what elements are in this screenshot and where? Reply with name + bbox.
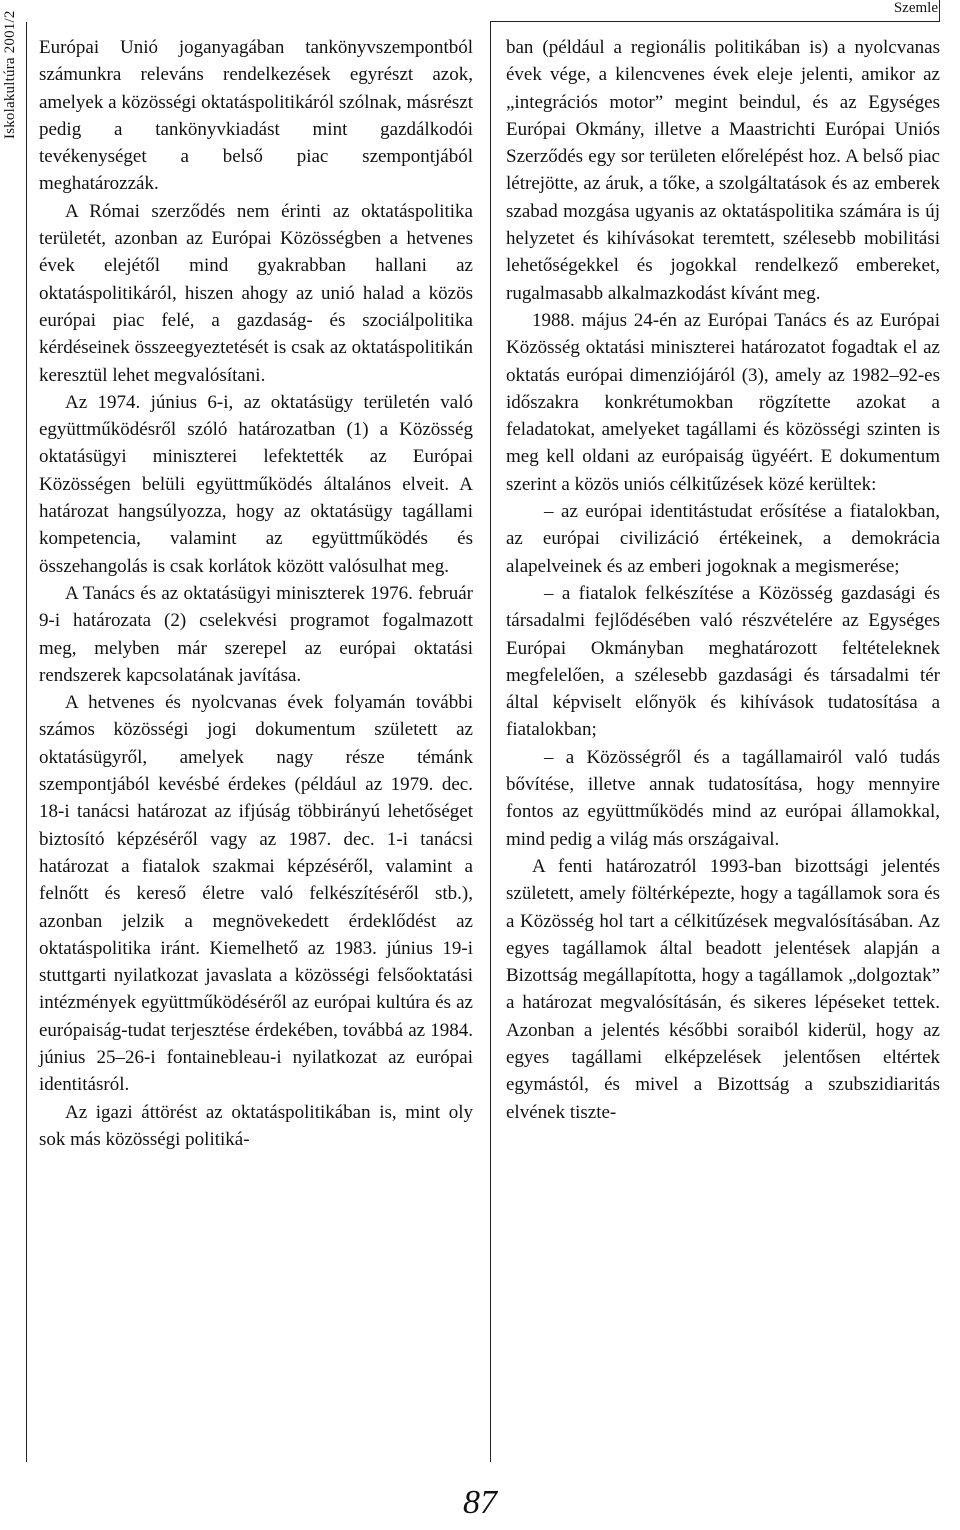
paragraph: 1988. május 24-én az Európai Tanács és az Európai Közösség oktatási miniszterei határozatot fogadtak el az oktatás európai dimenziójáról (3), amely az 1982–92-es időszakra konkrétumokban rögzítette azokat a feladatokat, amelyeket tagállami és közösségi szinten is meg kell oldani az európaiság ügyéért. E dokumentum szerint a közös uniós célkitűzések közé kerültek: [506, 309, 940, 495]
left-column [39, 34, 473, 1153]
right-column [506, 34, 940, 1126]
corner-rule [939, 0, 940, 22]
running-header-journal [0, 0, 26, 250]
paragraph: A Római szerződés nem érinti az oktatáspolitika területét, azonban az Európai Közösségben a hetvenes évek elejétől mind gyakrabban hallani az oktatáspolitikáról, hiszen ahogy az unió halad a közös európai piac felé, a gazdaság- és szociálpolitika kérdéseinek összeegyeztetését is csak az oktatáspolitikán keresztül lehet megvalósítani. [39, 200, 473, 386]
top-rule [490, 21, 940, 22]
paragraph: A Tanács és az oktatásügyi miniszterek 1976. február 9-i határozata (2) cselekvési programot fogalmazott meg, melyben már szerepel az európai oktatási rendszerek kapcsolatának javítása. [39, 582, 473, 686]
paragraph: Az 1974. június 6-i, az oktatásügy területén való együttműködésről szóló határozatban (1) a Közösség oktatásügyi miniszterei lefektették az Európai Közösségen belüli együttműködés általános elveit. A határozat hangsúlyozza, hogy az oktatásügy tagállami kompetencia, valamint az együttműködés és összehangolás is csak korlátok között valósulhat meg. [39, 391, 473, 577]
paragraph: Az igazi áttörést az oktatáspolitikában is, mint oly sok más közösségi politiká- [39, 1101, 473, 1150]
paragraph: A hetvenes és nyolcvanas évek folyamán további számos közösségi jogi dokumentum született az oktatásügyről, amelyek nagy része témánk szempontjából kevésbé érdekes (például az 1979. dec. 18-i tanácsi határozat az ifjúság többirányú lehetőséget biztosító képzéséről vagy az 1987. dec. 1-i tanácsi határozat a fiatalok szakmai képzéséről, valamint a felnőtt és kereső életre való felkészítéséről stb.), azonban jelzik a megnövekedett érdeklődést az oktatáspolitika iránt. Kiemelhető az 1983. június 19-i stuttgarti nyilatkozat javaslata a közösségi felsőoktatási intézmények együttműködéséről az európai kultúra és az európaiság-tudat terjesztése érdekében, továbbá az 1984. június 25–26-i fontainebleau-i nyilatkozat az európai identitásról. [39, 692, 473, 1096]
list-item: – az európai identitástudat erősítése a fiatalokban, az európai civilizáció értékeinek, a demokrácia alapelveinek és az emberi jogoknak a megismerése; [506, 501, 940, 577]
journal-title: Iskolakultúra 2001/2 [2, 10, 18, 139]
left-rule [26, 22, 27, 1462]
paragraph: Európai Unió joganyagában tankönyvszempontból számunkra releváns rendelkezések egyrészt azok, amelyek a közösségi oktatáspolitikáról szólnak, másrészt pedig a tankönyvkiadást mint gazdálkodói tevékenységet a belső piac szempontjából meghatározzák. [39, 37, 473, 195]
section-label: Szemle [890, 0, 938, 17]
paragraph: A fenti határozatról 1993-ban bizottsági jelentés született, amely föltérképezte, hogy a tagállamok sora és a Közösség hol tart a célkitűzések megvalósításában. Az egyes tagállamok által beadott jelentések alapján a Bizottság megállapította, hogy a tagállamok „dolgoztak” a határozat megvalósításán, és sikeres lépéseket tettek. Azonban a jelentés későbbi soraiból kiderül, hogy az egyes tagállami elképzelések jelentősen eltértek egymástól, és mivel a Bizottság a szubszidiaritás elvének tiszte- [506, 855, 940, 1123]
paragraph: ban (például a regionális politikában is) a nyolcvanas évek vége, a kilencvenes évek eleje jelenti, amikor az „integrációs motor” megint beindul, és az Egységes Európai Okmány, illetve a Maastrichti Európai Uniós Szerződés egy sor területen előrelépést hoz. A belső piac létrejötte, az áruk, a tőke, a szolgáltatások és az emberek szabad mozgása ugyanis az oktatáspolitika számára is új helyzetet és kihívásokat teremtett, szélesebb mobilitási lehetőségekkel és jogokkal rendelkező embereket, rugalmasabb alkalmazkodást kívánt meg. [506, 37, 940, 304]
list-item: – a Közösségről és a tagállamairól való tudás bővítése, illetve annak tudatosítása, hogy mennyire fontos az együttműködés mind az európai államokkal, mind pedig a világ más országaival. [506, 746, 940, 850]
page-number: 87 [463, 1484, 497, 1521]
list-item: – a fiatalok felkészítése a Közösség gazdasági és társadalmi fejlődésében való részvételére az Egységes Európai Okmányban meghatározott feltételeknek megfelelően, a szélesebb gazdasági és társadalmi tér által képviselt előnyök és kihívások tudatosítása a fiatalokban; [506, 582, 940, 741]
column-divider [490, 22, 491, 1462]
